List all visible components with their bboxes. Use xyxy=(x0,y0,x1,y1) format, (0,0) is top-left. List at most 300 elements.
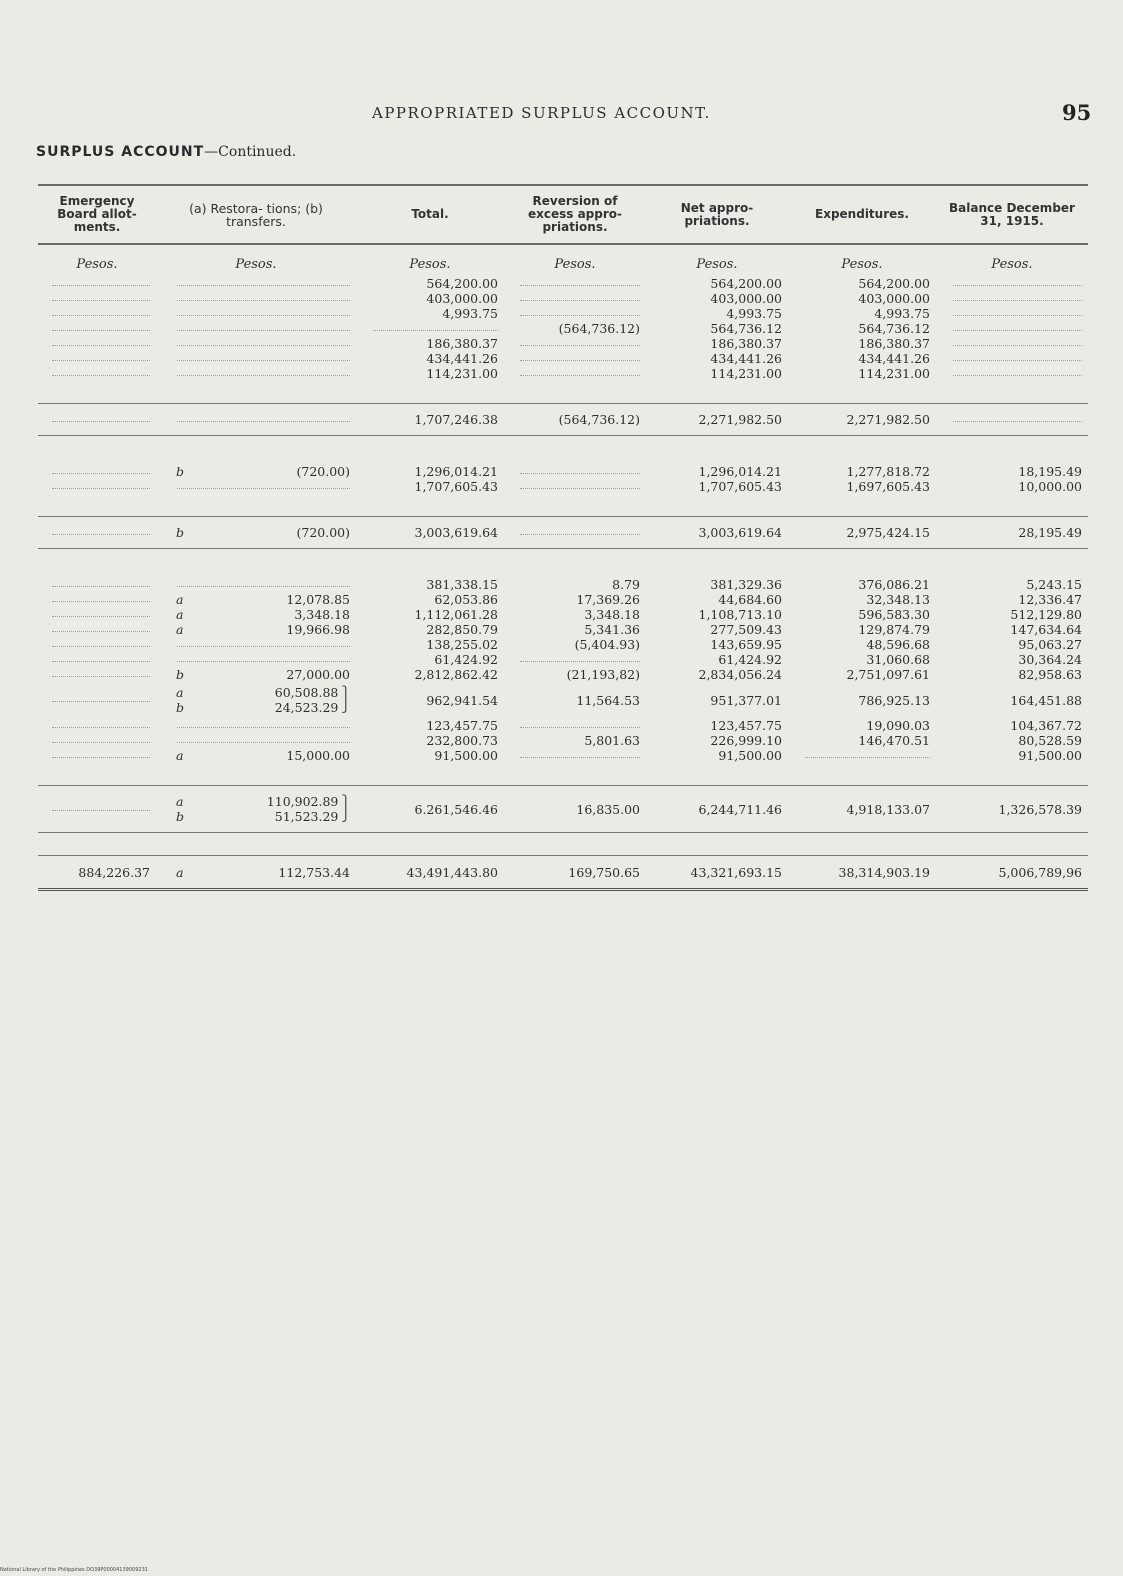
spacer-cell xyxy=(646,833,788,856)
table-row xyxy=(38,321,1088,336)
table-row xyxy=(38,607,1088,622)
total-cell xyxy=(356,479,504,494)
reversion-cell xyxy=(504,622,646,637)
unit-label: Pesos. xyxy=(696,257,738,272)
restoration-cell xyxy=(156,464,356,479)
restoration-amount: 12,078.85 xyxy=(286,592,350,607)
restoration-flag: a xyxy=(176,592,184,607)
dot-leader xyxy=(52,344,150,346)
balance-cell xyxy=(936,592,1088,607)
total-cell xyxy=(356,667,504,682)
spacer-cell xyxy=(646,763,788,786)
spacer-cell xyxy=(646,494,788,517)
expenditures-cell-value: 129,874.79 xyxy=(858,622,930,637)
table-row xyxy=(38,276,1088,291)
dot-leader xyxy=(52,726,150,728)
balance-cell-value: 18,195.49 xyxy=(1018,464,1082,479)
emergency-cell xyxy=(38,748,156,763)
restoration-cell xyxy=(156,404,356,436)
dot-leader xyxy=(177,741,350,743)
balance-cell xyxy=(936,622,1088,637)
total-cell-value: 962,941.54 xyxy=(426,692,498,708)
brace-icon: ⎫ ⎭ xyxy=(341,685,350,713)
expenditures-cell-value: 2,975,424.15 xyxy=(846,525,930,540)
restoration-cell xyxy=(156,351,356,366)
balance-cell xyxy=(936,718,1088,733)
table-row xyxy=(38,479,1088,494)
restoration-values xyxy=(275,685,350,715)
total-cell xyxy=(356,786,504,833)
restoration-cell xyxy=(156,652,356,667)
total-cell-value: 43,491,443.80 xyxy=(406,865,498,880)
dot-leader xyxy=(177,374,350,376)
emergency-cell xyxy=(38,637,156,652)
net-cell-value: 434,441.26 xyxy=(710,351,782,366)
total-cell-value: 123,457.75 xyxy=(426,718,498,733)
emergency-cell xyxy=(38,682,156,718)
expenditures-cell xyxy=(788,637,936,652)
expenditures-cell xyxy=(788,592,936,607)
spacer-row xyxy=(38,494,1088,517)
table-row xyxy=(38,652,1088,667)
brace-icon: ⎫ ⎭ xyxy=(341,794,350,822)
net-cell-value: 951,377.01 xyxy=(710,692,782,708)
expenditures-cell xyxy=(788,733,936,748)
section-title-caps: SURPLUS ACCOUNT xyxy=(36,144,205,160)
expenditures-cell xyxy=(788,404,936,436)
balance-cell-value: 147,634.64 xyxy=(1010,622,1082,637)
net-cell xyxy=(646,351,788,366)
reversion-cell-value: (564,736.12) xyxy=(558,412,640,427)
reversion-cell-value: 5,341.36 xyxy=(584,622,640,637)
spacer-cell xyxy=(504,763,646,786)
reversion-cell-value: (21,193,82) xyxy=(566,667,640,682)
dot-leader xyxy=(52,630,150,632)
emergency-cell xyxy=(38,464,156,479)
spacer-cell xyxy=(504,436,646,465)
subtotal-row xyxy=(38,786,1088,833)
balance-cell xyxy=(936,306,1088,321)
page-header xyxy=(0,100,1123,130)
emergency-cell xyxy=(38,622,156,637)
emergency-cell-value: 884,226.37 xyxy=(78,865,150,880)
expenditures-cell-value: 2,751,097.61 xyxy=(846,667,930,682)
table-row xyxy=(38,306,1088,321)
reversion-cell xyxy=(504,366,646,381)
total-cell-value: 1,296,014.21 xyxy=(414,464,498,479)
net-cell xyxy=(646,291,788,306)
expenditures-cell-value: 786,925.13 xyxy=(858,692,930,708)
expenditures-cell-value: 4,918,133.07 xyxy=(846,801,930,817)
restoration-amount: 112,753.44 xyxy=(278,865,350,880)
running-title: APPROPRIATED SURPLUS ACCOUNT. xyxy=(372,104,711,122)
dot-leader xyxy=(953,299,1082,301)
balance-cell-value: 104,367.72 xyxy=(1010,718,1082,733)
net-cell-value: 3,003,619.64 xyxy=(698,525,782,540)
expenditures-cell xyxy=(788,748,936,763)
total-cell-value: 232,800.73 xyxy=(426,733,498,748)
dot-leader xyxy=(520,344,640,346)
spacer-cell xyxy=(646,381,788,404)
balance-cell-value: 12,336.47 xyxy=(1018,592,1082,607)
emergency-cell xyxy=(38,577,156,592)
restoration-amount: 27,000.00 xyxy=(286,667,350,682)
restoration-amount: 19,966.98 xyxy=(286,622,350,637)
net-cell-value: 114,231.00 xyxy=(710,366,782,381)
restoration-cell xyxy=(156,637,356,652)
expenditures-cell xyxy=(788,652,936,667)
dot-leader xyxy=(52,600,150,602)
balance-cell xyxy=(936,748,1088,763)
reversion-cell xyxy=(504,733,646,748)
net-cell xyxy=(646,607,788,622)
spacer-cell xyxy=(156,763,356,786)
reversion-cell xyxy=(504,464,646,479)
net-cell xyxy=(646,748,788,763)
reversion-cell-value: 16,835.00 xyxy=(576,801,640,817)
balance-cell xyxy=(936,577,1088,592)
net-cell xyxy=(646,786,788,833)
total-cell-value: 282,850.79 xyxy=(426,622,498,637)
expenditures-cell-value: 38,314,903.19 xyxy=(838,865,930,880)
restoration-cell xyxy=(156,733,356,748)
balance-cell-value: 512,129.80 xyxy=(1010,607,1082,622)
expenditures-cell-value: 1,277,818.72 xyxy=(846,464,930,479)
dot-leader xyxy=(52,809,150,811)
net-cell-value: 564,736.12 xyxy=(710,321,782,336)
total-cell-value: 114,231.00 xyxy=(426,366,498,381)
net-cell xyxy=(646,306,788,321)
restoration-cell xyxy=(156,622,356,637)
col-emergency-header: Emergency Board allot- ments. xyxy=(38,185,156,244)
total-cell xyxy=(356,607,504,622)
dot-leader xyxy=(177,314,350,316)
restoration-cell xyxy=(156,667,356,682)
reversion-cell xyxy=(504,786,646,833)
expenditures-cell-value: 403,000.00 xyxy=(858,291,930,306)
restoration-cell xyxy=(156,856,356,890)
spacer-row xyxy=(38,549,1088,578)
net-cell-value: 1,108,713.10 xyxy=(698,607,782,622)
restoration-flag: b xyxy=(176,525,185,540)
balance-cell-value: 80,528.59 xyxy=(1018,733,1082,748)
balance-cell xyxy=(936,517,1088,549)
expenditures-cell xyxy=(788,667,936,682)
reversion-cell xyxy=(504,336,646,351)
expenditures-cell xyxy=(788,718,936,733)
restoration-cell xyxy=(156,607,356,622)
spacer-cell xyxy=(936,549,1088,578)
balance-cell xyxy=(936,667,1088,682)
restoration-flag: a xyxy=(176,794,184,809)
emergency-cell xyxy=(38,667,156,682)
expenditures-cell xyxy=(788,786,936,833)
expenditures-cell-value: 114,231.00 xyxy=(858,366,930,381)
dot-leader xyxy=(52,284,150,286)
spacer-cell xyxy=(156,494,356,517)
spacer-cell xyxy=(356,549,504,578)
net-cell xyxy=(646,733,788,748)
spacer-cell xyxy=(504,494,646,517)
emergency-cell xyxy=(38,404,156,436)
spacer-cell xyxy=(936,833,1088,856)
reversion-cell-value: (564,736.12) xyxy=(558,321,640,336)
emergency-cell xyxy=(38,276,156,291)
net-cell xyxy=(646,321,788,336)
restoration-amount: 24,523.29 xyxy=(274,700,339,715)
restoration-cell xyxy=(156,276,356,291)
unit-label: Pesos. xyxy=(235,257,277,272)
table-body xyxy=(38,244,1088,890)
restoration-flag: a xyxy=(176,622,184,637)
reversion-cell-value: 11,564.53 xyxy=(576,692,640,708)
spacer-row xyxy=(38,436,1088,465)
expenditures-cell-value: 48,596.68 xyxy=(866,637,930,652)
reversion-cell-value: 5,801.63 xyxy=(584,733,640,748)
expenditures-cell xyxy=(788,622,936,637)
total-cell xyxy=(356,464,504,479)
expenditures-cell-value: 1,697,605.43 xyxy=(846,479,930,494)
net-cell xyxy=(646,464,788,479)
total-cell xyxy=(356,748,504,763)
emergency-cell xyxy=(38,607,156,622)
restoration-cell xyxy=(156,577,356,592)
unit-label: Pesos. xyxy=(76,257,118,272)
spacer-cell xyxy=(788,436,936,465)
expenditures-cell-value: 186,380.37 xyxy=(858,336,930,351)
expenditures-cell xyxy=(788,336,936,351)
total-cell xyxy=(356,351,504,366)
restoration-flags xyxy=(162,685,196,715)
col-net-header: Net appro- priations. xyxy=(646,185,788,244)
restoration-amount: (720.00) xyxy=(296,464,350,479)
reversion-cell xyxy=(504,404,646,436)
restoration-amount: 110,902.89 xyxy=(266,794,339,809)
expenditures-cell xyxy=(788,351,936,366)
reversion-cell xyxy=(504,479,646,494)
balance-cell xyxy=(936,464,1088,479)
spacer-cell xyxy=(38,381,156,404)
total-cell-value: 138,255.02 xyxy=(426,637,498,652)
net-cell-value: 2,834,056.24 xyxy=(698,667,782,682)
table-row xyxy=(38,718,1088,733)
dot-leader xyxy=(52,615,150,617)
page-number: 95 xyxy=(1062,100,1092,125)
units-row xyxy=(38,244,1088,276)
dot-leader xyxy=(177,645,350,647)
dot-leader xyxy=(52,700,150,702)
net-cell-value: 4,993.75 xyxy=(726,306,782,321)
reversion-cell-value: (5,404.93) xyxy=(574,637,640,652)
expenditures-cell xyxy=(788,464,936,479)
reversion-cell xyxy=(504,856,646,890)
col-restorations-header: (a) Restora- tions; (b) transfers. xyxy=(156,185,356,244)
total-cell xyxy=(356,622,504,637)
subtotal-row xyxy=(38,517,1088,549)
expenditures-cell xyxy=(788,276,936,291)
total-cell-value: 186,380.37 xyxy=(426,336,498,351)
spacer-cell xyxy=(788,494,936,517)
net-cell xyxy=(646,667,788,682)
net-cell xyxy=(646,718,788,733)
dot-leader xyxy=(52,487,150,489)
dot-leader xyxy=(520,374,640,376)
total-cell-value: 2,812,862.42 xyxy=(414,667,498,682)
total-cell-value: 564,200.00 xyxy=(426,276,498,291)
spacer-cell xyxy=(646,436,788,465)
total-cell-value: 1,707,246.38 xyxy=(414,412,498,427)
net-cell xyxy=(646,517,788,549)
balance-cell xyxy=(936,682,1088,718)
net-cell xyxy=(646,276,788,291)
dot-leader xyxy=(953,420,1082,422)
dot-leader xyxy=(177,284,350,286)
dot-leader xyxy=(177,726,350,728)
spacer-cell xyxy=(788,549,936,578)
restoration-flags xyxy=(162,794,196,824)
spacer-cell xyxy=(936,494,1088,517)
section-title xyxy=(36,144,296,160)
restoration-flag: b xyxy=(176,464,185,479)
expenditures-cell-value: 4,993.75 xyxy=(874,306,930,321)
reversion-cell xyxy=(504,291,646,306)
balance-cell-value: 5,006,789,96 xyxy=(998,865,1082,880)
balance-cell-value: 10,000.00 xyxy=(1018,479,1082,494)
dot-leader xyxy=(177,660,350,662)
net-cell-value: 123,457.75 xyxy=(710,718,782,733)
total-cell xyxy=(356,592,504,607)
expenditures-cell-value: 31,060.68 xyxy=(866,652,930,667)
balance-cell xyxy=(936,607,1088,622)
net-cell-value: 277,509.43 xyxy=(710,622,782,637)
table-row xyxy=(38,733,1088,748)
dot-leader xyxy=(177,329,350,331)
total-cell-value: 6.261,546.46 xyxy=(414,801,498,817)
restoration-cell xyxy=(156,366,356,381)
total-cell-value: 3,003,619.64 xyxy=(414,525,498,540)
section-title-continued: —Continued. xyxy=(204,144,297,160)
restoration-flag: a xyxy=(176,748,184,763)
expenditures-cell xyxy=(788,682,936,718)
reversion-cell xyxy=(504,637,646,652)
net-cell-value: 91,500.00 xyxy=(718,748,782,763)
expenditures-cell xyxy=(788,291,936,306)
dot-leader xyxy=(520,359,640,361)
emergency-cell xyxy=(38,718,156,733)
total-cell-value: 62,053.86 xyxy=(434,592,498,607)
net-cell-value: 403,000.00 xyxy=(710,291,782,306)
subtotal-row xyxy=(38,404,1088,436)
dot-leader xyxy=(52,472,150,474)
spacer-cell xyxy=(38,833,156,856)
spacer-cell xyxy=(156,381,356,404)
net-cell-value: 564,200.00 xyxy=(710,276,782,291)
dot-leader xyxy=(52,359,150,361)
total-cell-value: 381,338.15 xyxy=(426,577,498,592)
balance-cell-value: 1,326,578.39 xyxy=(998,801,1082,817)
net-cell xyxy=(646,404,788,436)
total-cell-value: 403,000.00 xyxy=(426,291,498,306)
total-cell xyxy=(356,652,504,667)
dot-leader xyxy=(52,533,150,535)
restoration-amount: 51,523.29 xyxy=(274,809,339,824)
expenditures-cell xyxy=(788,607,936,622)
net-cell-value: 44,684.60 xyxy=(718,592,782,607)
balance-cell-value: 91,500.00 xyxy=(1018,748,1082,763)
balance-cell-value: 95,063.27 xyxy=(1018,637,1082,652)
net-cell xyxy=(646,366,788,381)
dot-leader xyxy=(52,645,150,647)
restoration-cell xyxy=(156,336,356,351)
table-row xyxy=(38,667,1088,682)
restoration-flag: b xyxy=(176,667,185,682)
reversion-cell xyxy=(504,577,646,592)
balance-cell xyxy=(936,652,1088,667)
table-row xyxy=(38,351,1088,366)
spacer-cell xyxy=(356,494,504,517)
restoration-cell xyxy=(156,291,356,306)
dot-leader xyxy=(520,487,640,489)
balance-cell-value: 30,364.24 xyxy=(1018,652,1082,667)
reversion-cell xyxy=(504,748,646,763)
net-cell xyxy=(646,682,788,718)
expenditures-cell-value: 2,271,982.50 xyxy=(846,412,930,427)
restoration-amount: 15,000.00 xyxy=(286,748,350,763)
expenditures-cell-value: 19,090.03 xyxy=(866,718,930,733)
dot-leader xyxy=(520,533,640,535)
expenditures-cell-value: 596,583.30 xyxy=(858,607,930,622)
table-row xyxy=(38,637,1088,652)
balance-cell xyxy=(936,351,1088,366)
net-cell xyxy=(646,479,788,494)
restoration-cell xyxy=(156,718,356,733)
expenditures-cell-value: 434,441.26 xyxy=(858,351,930,366)
total-cell-value: 4,993.75 xyxy=(442,306,498,321)
emergency-cell xyxy=(38,351,156,366)
emergency-cell xyxy=(38,856,156,890)
dot-leader xyxy=(520,472,640,474)
spacer-row xyxy=(38,381,1088,404)
total-cell xyxy=(356,682,504,718)
table-header xyxy=(38,185,1088,244)
spacer-row xyxy=(38,763,1088,786)
restoration-cell xyxy=(156,786,356,833)
expenditures-cell xyxy=(788,366,936,381)
dot-leader xyxy=(52,314,150,316)
total-cell xyxy=(356,306,504,321)
net-cell-value: 381,329.36 xyxy=(710,577,782,592)
balance-cell-value: 164,451.88 xyxy=(1010,692,1082,708)
net-cell-value: 1,296,014.21 xyxy=(698,464,782,479)
unit-label: Pesos. xyxy=(991,257,1033,272)
dot-leader xyxy=(177,359,350,361)
total-cell xyxy=(356,366,504,381)
emergency-cell xyxy=(38,733,156,748)
expenditures-cell xyxy=(788,856,936,890)
spacer-cell xyxy=(504,549,646,578)
reversion-cell-value: 17,369.26 xyxy=(576,592,640,607)
dot-leader xyxy=(177,344,350,346)
restoration-flag: a xyxy=(176,607,184,622)
total-cell xyxy=(356,637,504,652)
table-row xyxy=(38,366,1088,381)
unit-label: Pesos. xyxy=(841,257,883,272)
total-cell xyxy=(356,291,504,306)
spacer-cell xyxy=(504,381,646,404)
spacer-cell xyxy=(156,833,356,856)
dot-leader xyxy=(177,420,350,422)
balance-cell-value: 82,958.63 xyxy=(1018,667,1082,682)
